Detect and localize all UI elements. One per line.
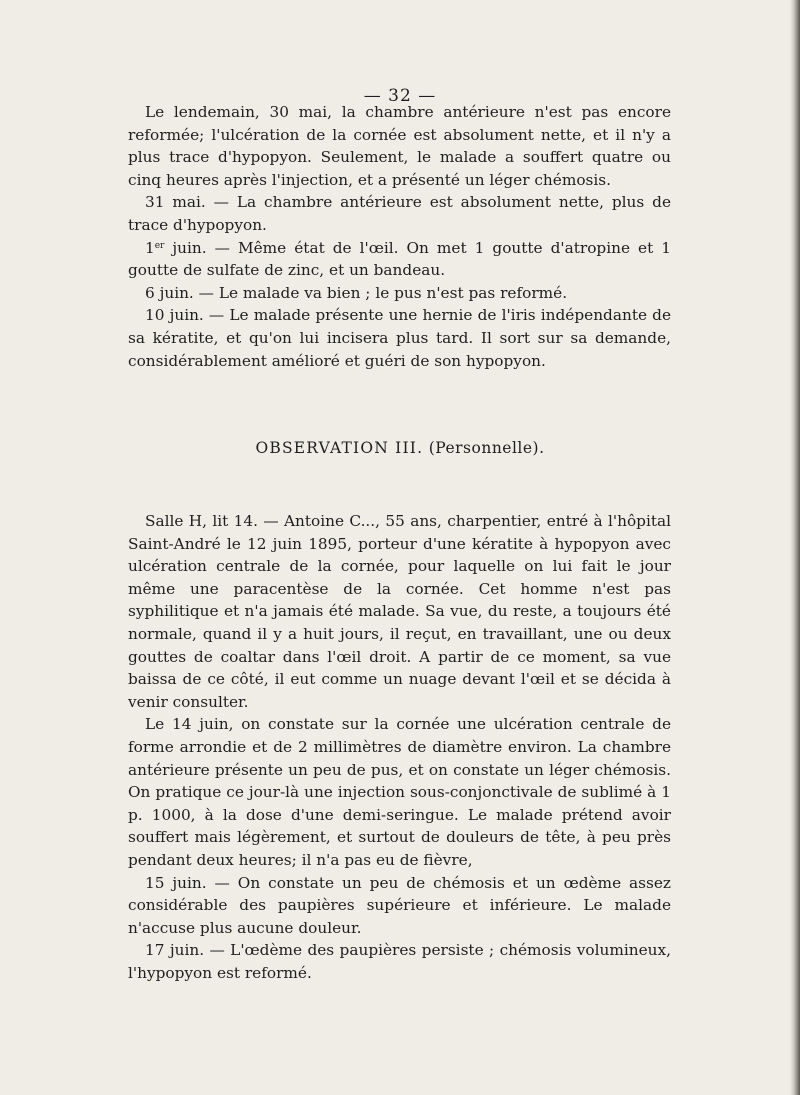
observation-title: OBSERVATION III. [255,439,424,457]
paragraph [128,237,671,282]
paragraph: Le 14 juin, on constate sur la cornée une ulcération centrale de forme arrondie et de 2 millimètres de diamètre environ. La chambre antérieure présente un peu de pus, et on constate un léger chémosis. On pratique ce jour-là une injection sous-conjonctivale de sublimé à 1 p. 1000, à la dose d'une demi-seringue. Le malade prétend avoir souffert mais légèrement, et surtout de douleurs de tête, à peu près pendant deux heures; il n'a pas eu de fièvre, [128,715,671,869]
page-number: — 32 — [363,86,437,106]
paragraph: 6 juin. — Le malade va bien ; le pus n'est pas reformé. [145,283,568,302]
paragraph: 17 juin. — L'œdème des paupières persiste ; chémosis volumineux, l'hypopyon est reformé. [128,941,671,982]
paragraph: Le lendemain, 30 mai, la chambre antérieure n'est pas encore reformée; l'ulcération de la cornée est absolument nette, et il n'y a plus trace d'hypopyon. Seulement, le malade a souffert quatre ou cinq heures après l'injection, et a présenté un léger chémosis. [128,103,671,189]
paragraph-text: juin. — Même état de l'œil. On met 1 goutte d'atropine et 1 goutte de sulfate de zinc, et un bandeau. [128,238,671,280]
paragraph: 31 mai. — La chambre antérieure est absolument nette, plus de trace d'hypopyon. [128,193,671,234]
section-heading [0,439,800,457]
paragraph: 15 juin. — On constate un peu de chémosis et un œdème assez considérable des paupières supérieure et inférieure. Le malade n'accuse plus aucune douleur. [128,873,671,937]
paragraph: Salle H, lit 14. — Antoine C..., 55 ans, charpentier, entré à l'hôpital Saint-André le 12 juin 1895, porteur d'une kératite à hypopyon avec ulcération centrale de la cornée, pour laquelle on lui fait le jour même une paracentèse de la cornée. Cet homme n'est pas syphilitique et n'a jamais été malade. Sa vue, du reste, a toujours été normale, quand il y a huit jours, il reçut, en travaillant, une ou deux gouttes de coaltar dans l'œil droit. A partir de ce moment, sa vue baissa de ce côté, il eut comme un nuage devant l'œil et se décida à venir consulter. [128,512,671,711]
ordinal-superscript: er [154,240,165,251]
text-block-before [128,101,671,372]
date-number: 1 [145,238,155,257]
text-block-after [128,510,671,984]
paragraph: 10 juin. — Le malade présente une hernie de l'iris indépendante de sa kératite, et qu'on lui incisera plus tard. Il sort sur sa demande, considérablement amélioré et guéri de son hypopyon. [128,306,671,370]
observation-subtitle: (Personnelle). [428,439,545,457]
page-edge-shadow [790,0,800,1095]
